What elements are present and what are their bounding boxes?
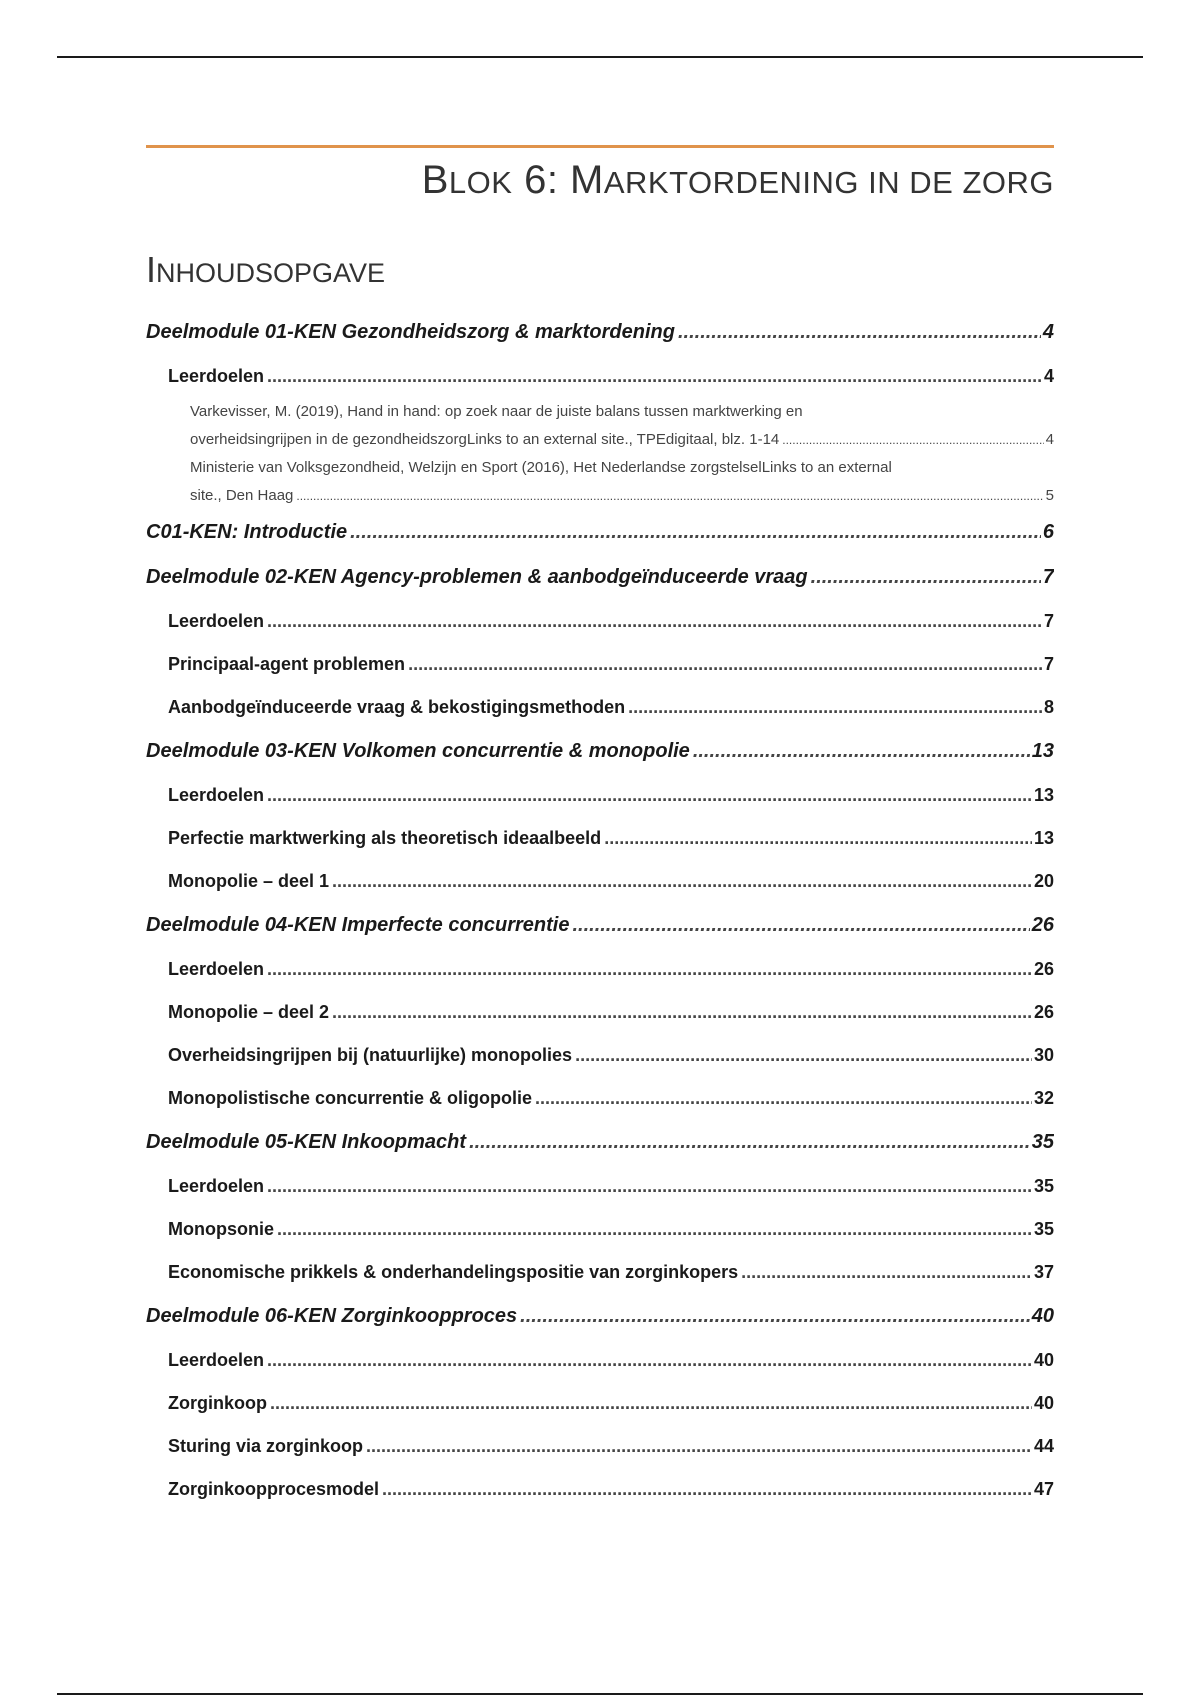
toc-item-level-2[interactable]: [146, 860, 1054, 903]
toc-item-level-3[interactable]: [146, 454, 1054, 510]
toc-entry-label: Leerdoelen: [168, 366, 265, 386]
toc-dot-leader: [270, 1382, 1032, 1425]
toc-item-level-1[interactable]: [146, 903, 1054, 948]
toc-dot-leader: [535, 1077, 1032, 1120]
toc-item-level-2[interactable]: [146, 600, 1054, 643]
toc-page-number: 4: [1043, 366, 1054, 386]
title-part: NHOUDSOPGAVE: [156, 258, 386, 288]
toc-dot-leader: [332, 860, 1032, 903]
toc-entry-label: Perfectie marktwerking als theoretisch ideaalbeeld: [168, 828, 602, 848]
toc-entry-row: [146, 1120, 1054, 1165]
toc-item-level-2[interactable]: [146, 1251, 1054, 1294]
toc-heading: [146, 249, 385, 291]
toc-item-level-2[interactable]: [146, 1077, 1054, 1120]
toc-item-level-2[interactable]: [146, 817, 1054, 860]
toc-entry-row: [168, 1165, 1054, 1208]
toc-item-level-1[interactable]: [146, 1120, 1054, 1165]
toc-dot-leader: [469, 1120, 1030, 1165]
toc-item-level-2[interactable]: [146, 1034, 1054, 1077]
toc-entry-row: [168, 1339, 1054, 1382]
toc-page-number: 30: [1033, 1045, 1054, 1065]
toc-dot-leader: [520, 1294, 1030, 1339]
toc-page-number: 40: [1031, 1305, 1054, 1327]
toc-page-number: 20: [1033, 871, 1054, 891]
toc-page-number: 7: [1043, 611, 1054, 631]
toc-page-number: 8: [1043, 697, 1054, 717]
toc-entry-first-line: Ministerie van Volksgezondheid, Welzijn en Sport (2016), Het Nederlandse zorgstelselLinks to an external: [190, 459, 892, 476]
toc-item-level-2[interactable]: [146, 1382, 1054, 1425]
toc-page-number: 13: [1033, 828, 1054, 848]
toc-item-level-1[interactable]: [146, 1294, 1054, 1339]
toc-entry-label: Leerdoelen: [168, 611, 265, 631]
title-part: B: [421, 158, 449, 202]
toc-page-number: 40: [1033, 1350, 1054, 1370]
toc-entry-label: Deelmodule 05-KEN Inkoopmacht: [146, 1131, 467, 1153]
toc-entry-label: Monopolie – deel 2: [168, 1002, 330, 1022]
toc-dot-leader: [267, 774, 1032, 817]
toc-entry-row: [146, 555, 1054, 600]
toc-entry-row: [168, 948, 1054, 991]
toc-page-number: 7: [1043, 654, 1054, 674]
toc-dot-leader: [782, 426, 1043, 454]
toc-entry-row: [146, 903, 1054, 948]
toc-entry-row: [168, 1077, 1054, 1120]
toc-dot-leader: [604, 817, 1032, 860]
toc-entry-row: [168, 1034, 1054, 1077]
toc-dot-leader: [811, 555, 1041, 600]
toc-dot-leader: [628, 686, 1042, 729]
title-part: LOK: [448, 165, 513, 200]
toc-entry-label: Principaal-agent problemen: [168, 654, 406, 674]
title-part: 6: M: [512, 158, 604, 202]
document-title: [422, 158, 1054, 203]
toc-dot-leader: [267, 355, 1042, 398]
toc-item-level-1[interactable]: [146, 310, 1054, 355]
toc-dot-leader: [382, 1468, 1032, 1511]
toc-item-level-2[interactable]: [146, 1208, 1054, 1251]
toc-entry-row: [168, 774, 1054, 817]
toc-item-level-3[interactable]: [146, 398, 1054, 454]
toc-page-number: 26: [1031, 914, 1054, 936]
toc-entry-row: [168, 355, 1054, 398]
toc-item-level-1[interactable]: [146, 555, 1054, 600]
toc-entry-row: [168, 1468, 1054, 1511]
toc-dot-leader: [350, 510, 1041, 555]
toc-page-number: 13: [1031, 740, 1054, 762]
toc-dot-leader: [267, 1339, 1032, 1382]
toc-page-number: 6: [1042, 521, 1054, 543]
toc-page-number: 35: [1033, 1176, 1054, 1196]
toc-entry-row: [146, 310, 1054, 355]
toc-entry-first-line: Varkevisser, M. (2019), Hand in hand: op zoek naar de juiste balans tussen marktwerking en: [190, 403, 803, 420]
toc-page-number: 35: [1033, 1219, 1054, 1239]
toc-entry-label: Monopolistische concurrentie & oligopolie: [168, 1088, 533, 1108]
toc-page-number: 26: [1033, 959, 1054, 979]
toc-dot-leader: [366, 1425, 1032, 1468]
toc-entry-row: [168, 1251, 1054, 1294]
toc-entry-row: [168, 1208, 1054, 1251]
toc-dot-leader: [267, 948, 1032, 991]
toc-entry-label: overheidsingrijpen in de gezondheidszorgLinks to an external site., TPEdigitaal, blz. 1-14: [190, 431, 780, 448]
toc-entry-label: Aanbodgeïnduceerde vraag & bekostigingsmethoden: [168, 697, 626, 717]
title-accent-rule: [146, 145, 1054, 148]
toc-dot-leader: [267, 1165, 1032, 1208]
toc-dot-leader: [678, 310, 1041, 355]
toc-entry-label: Leerdoelen: [168, 1350, 265, 1370]
toc-page-number: 26: [1033, 1002, 1054, 1022]
toc-page-number: 32: [1033, 1088, 1054, 1108]
toc-page-number: 47: [1033, 1479, 1054, 1499]
toc-dot-leader: [277, 1208, 1032, 1251]
title-part: ARKTORDENING IN DE ZORG: [603, 165, 1054, 200]
toc-dot-leader: [575, 1034, 1032, 1077]
toc-page-number: 37: [1033, 1262, 1054, 1282]
toc-entry-row: [168, 600, 1054, 643]
toc-page-number: 13: [1033, 785, 1054, 805]
toc-item-level-1[interactable]: [146, 510, 1054, 555]
toc-entry-row: [168, 991, 1054, 1034]
toc-page-number: 4: [1042, 321, 1054, 343]
toc-dot-leader: [693, 729, 1030, 774]
page-top-rule: [57, 56, 1143, 58]
toc-entry-label: Deelmodule 02-KEN Agency-problemen & aanbodgeïnduceerde vraag: [146, 566, 808, 588]
toc-entry-label: Sturing via zorginkoop: [168, 1436, 364, 1456]
toc-page-number: 5: [1045, 487, 1054, 504]
toc-page-number: 4: [1045, 431, 1054, 448]
toc-page-number: 7: [1042, 566, 1054, 588]
toc-entry-label: site., Den Haag: [190, 487, 294, 504]
toc-entry-label: Leerdoelen: [168, 785, 265, 805]
toc-entry-row: [146, 510, 1054, 555]
toc-item-level-2[interactable]: [146, 991, 1054, 1034]
toc-page-number: 44: [1033, 1436, 1054, 1456]
toc-entry-label: Monopsonie: [168, 1219, 274, 1239]
toc-entry-label: C01-KEN: Introductie: [146, 521, 348, 543]
title-part: I: [146, 249, 157, 290]
toc-entry-label: Monopolie – deel 1: [168, 871, 330, 891]
toc-entry-row: [168, 817, 1054, 860]
table-of-contents: [146, 310, 1054, 1511]
toc-item-level-2[interactable]: [146, 1339, 1054, 1382]
toc-dot-leader: [572, 903, 1029, 948]
toc-item-level-2[interactable]: [146, 948, 1054, 991]
toc-entry-label: Overheidsingrijpen bij (natuurlijke) monopolies: [168, 1045, 573, 1065]
toc-entry-row: [168, 860, 1054, 903]
toc-entry-row: [168, 1382, 1054, 1425]
toc-dot-leader: [296, 482, 1043, 510]
toc-item-level-2[interactable]: [146, 686, 1054, 729]
toc-item-level-2[interactable]: [146, 1468, 1054, 1511]
toc-entry-row: [146, 1294, 1054, 1339]
toc-entry-row: [190, 482, 1054, 510]
toc-item-level-2[interactable]: [146, 355, 1054, 398]
toc-item-level-2[interactable]: [146, 1165, 1054, 1208]
toc-entry-label: Leerdoelen: [168, 1176, 265, 1196]
toc-entry-label: Zorginkoopprocesmodel: [168, 1479, 380, 1499]
toc-entry-row: [190, 426, 1054, 454]
toc-item-level-2[interactable]: [146, 643, 1054, 686]
toc-entry-label: Deelmodule 06-KEN Zorginkoopproces: [146, 1305, 518, 1327]
toc-entry-label: Deelmodule 04-KEN Imperfecte concurrentie: [146, 914, 570, 936]
toc-entry-label: Deelmodule 03-KEN Volkomen concurrentie & monopolie: [146, 740, 690, 762]
toc-dot-leader: [408, 643, 1042, 686]
toc-item-level-2[interactable]: [146, 1425, 1054, 1468]
toc-dot-leader: [741, 1251, 1032, 1294]
toc-entry-label: Economische prikkels & onderhandelingspositie van zorginkopers: [168, 1262, 739, 1282]
toc-entry-row: [146, 729, 1054, 774]
toc-dot-leader: [267, 600, 1042, 643]
toc-entry-label: Zorginkoop: [168, 1393, 267, 1413]
toc-entry-row: [168, 1425, 1054, 1468]
toc-dot-leader: [332, 991, 1032, 1034]
toc-entry-row: [168, 643, 1054, 686]
toc-entry-label: Deelmodule 01-KEN Gezondheidszorg & marktordening: [146, 321, 675, 343]
toc-page-number: 35: [1031, 1131, 1054, 1153]
toc-entry-row: [168, 686, 1054, 729]
page-bottom-rule: [57, 1693, 1143, 1695]
toc-page-number: 40: [1033, 1393, 1054, 1413]
toc-item-level-1[interactable]: [146, 729, 1054, 774]
toc-entry-label: Leerdoelen: [168, 959, 265, 979]
toc-item-level-2[interactable]: [146, 774, 1054, 817]
